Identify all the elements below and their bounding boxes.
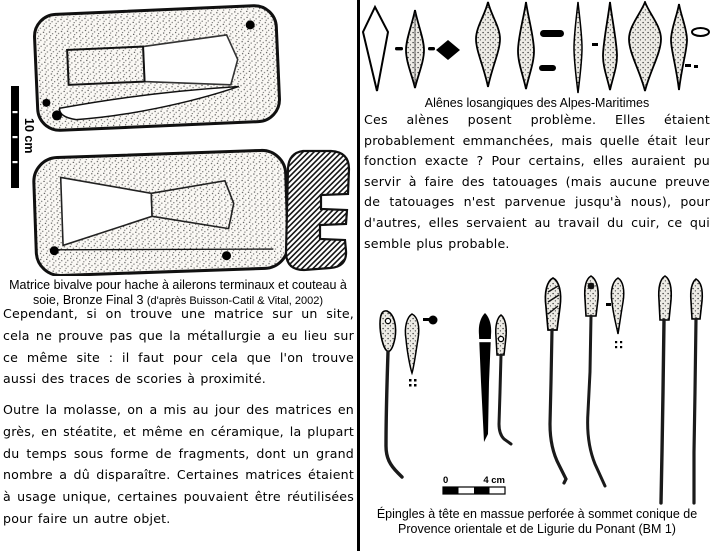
awl-1 — [363, 7, 388, 91]
awl-section-ellipse — [692, 28, 709, 36]
mold-bottom-half — [33, 150, 289, 276]
awls-figure — [362, 1, 714, 95]
mold-figure — [2, 2, 356, 276]
awl-section-mark — [694, 65, 698, 68]
pin-3 — [478, 313, 492, 442]
mold-caption-source: (d'après Buisson-Catil & Vital, 2002) — [146, 295, 324, 307]
awl-4 — [518, 2, 534, 89]
awl-6 — [603, 2, 617, 90]
pins-scale-zero: 0 — [443, 475, 449, 486]
pin-8 — [659, 276, 672, 503]
awl-7 — [629, 2, 661, 91]
right-paragraph: Ces alènes posent problème. Elles étaient probablement emmanchées, mais quelle était leur fonction exacte ? Pour certains, elles auraient pu servir à faire des tatouages (mais aucune preuve de tatouages n'est parvenue jusqu'à nous), pour d'autres, elles servaient au travail du cuir, ce qui semble plus probable. — [364, 112, 710, 251]
pins-scale-bar — [443, 475, 505, 494]
mold-top-half — [34, 5, 281, 131]
mold-caption-text: Matrice bivalve pour hache à ailerons terminaux et couteau à soie, Bronze Final 3 — [9, 278, 347, 307]
mold-scale-bar — [11, 86, 36, 188]
awl-section-bar — [540, 30, 564, 37]
awl-3 — [476, 2, 500, 87]
left-paragraph-1: Cependant, si on trouve une matrice sur un site, cela ne prouve pas que la métallurgie a eu lieu sur ce même site : il faut pour cela que l'on trouve aussi des traces de scories à proximité. — [3, 306, 354, 387]
awl-section-mark — [592, 43, 598, 46]
pin-1 — [380, 311, 402, 477]
pin-section-mark — [606, 303, 611, 306]
pin-9 — [691, 279, 703, 503]
pin-5 — [545, 278, 566, 483]
left-paragraph-2: Outre la molasse, on a mis au jour des matrices en grès, en stéatite, et même en céramique, la plupart du temps sous forme de fragments, dont un grand nombre a dû disparaître. Certaines matrices étaient à usage unique, certaines pouvaient être réutilisées pour faire un autre objet. — [3, 402, 354, 526]
pin-7 — [611, 278, 623, 348]
pin-2 — [405, 314, 437, 387]
awl-5 — [574, 2, 582, 93]
pin-section-dot — [429, 316, 438, 325]
awl-section-bar — [539, 65, 556, 71]
mold-scale-label: 10 cm — [22, 118, 36, 154]
mold-cross-section — [286, 151, 349, 270]
pins-scale-max: 4 cm — [483, 475, 505, 486]
awl-section-diamond — [436, 40, 460, 60]
pin-section-mark — [423, 318, 429, 321]
pins-caption: Épingles à tête en massue perforée à sommet conique de Provence orientale et de Ligurie du Ponant (BM 1) — [376, 507, 698, 536]
pins-figure — [362, 262, 714, 505]
awl-section-mark — [395, 47, 403, 50]
awls-caption: Alênes losangiques des Alpes-Maritimes — [424, 96, 650, 110]
awl-8 — [671, 4, 687, 90]
awl-section-mark — [685, 64, 691, 67]
column-divider — [357, 0, 360, 551]
awl-section-mark — [428, 47, 435, 50]
pin-6 — [585, 276, 611, 486]
pin-4 — [496, 315, 511, 444]
